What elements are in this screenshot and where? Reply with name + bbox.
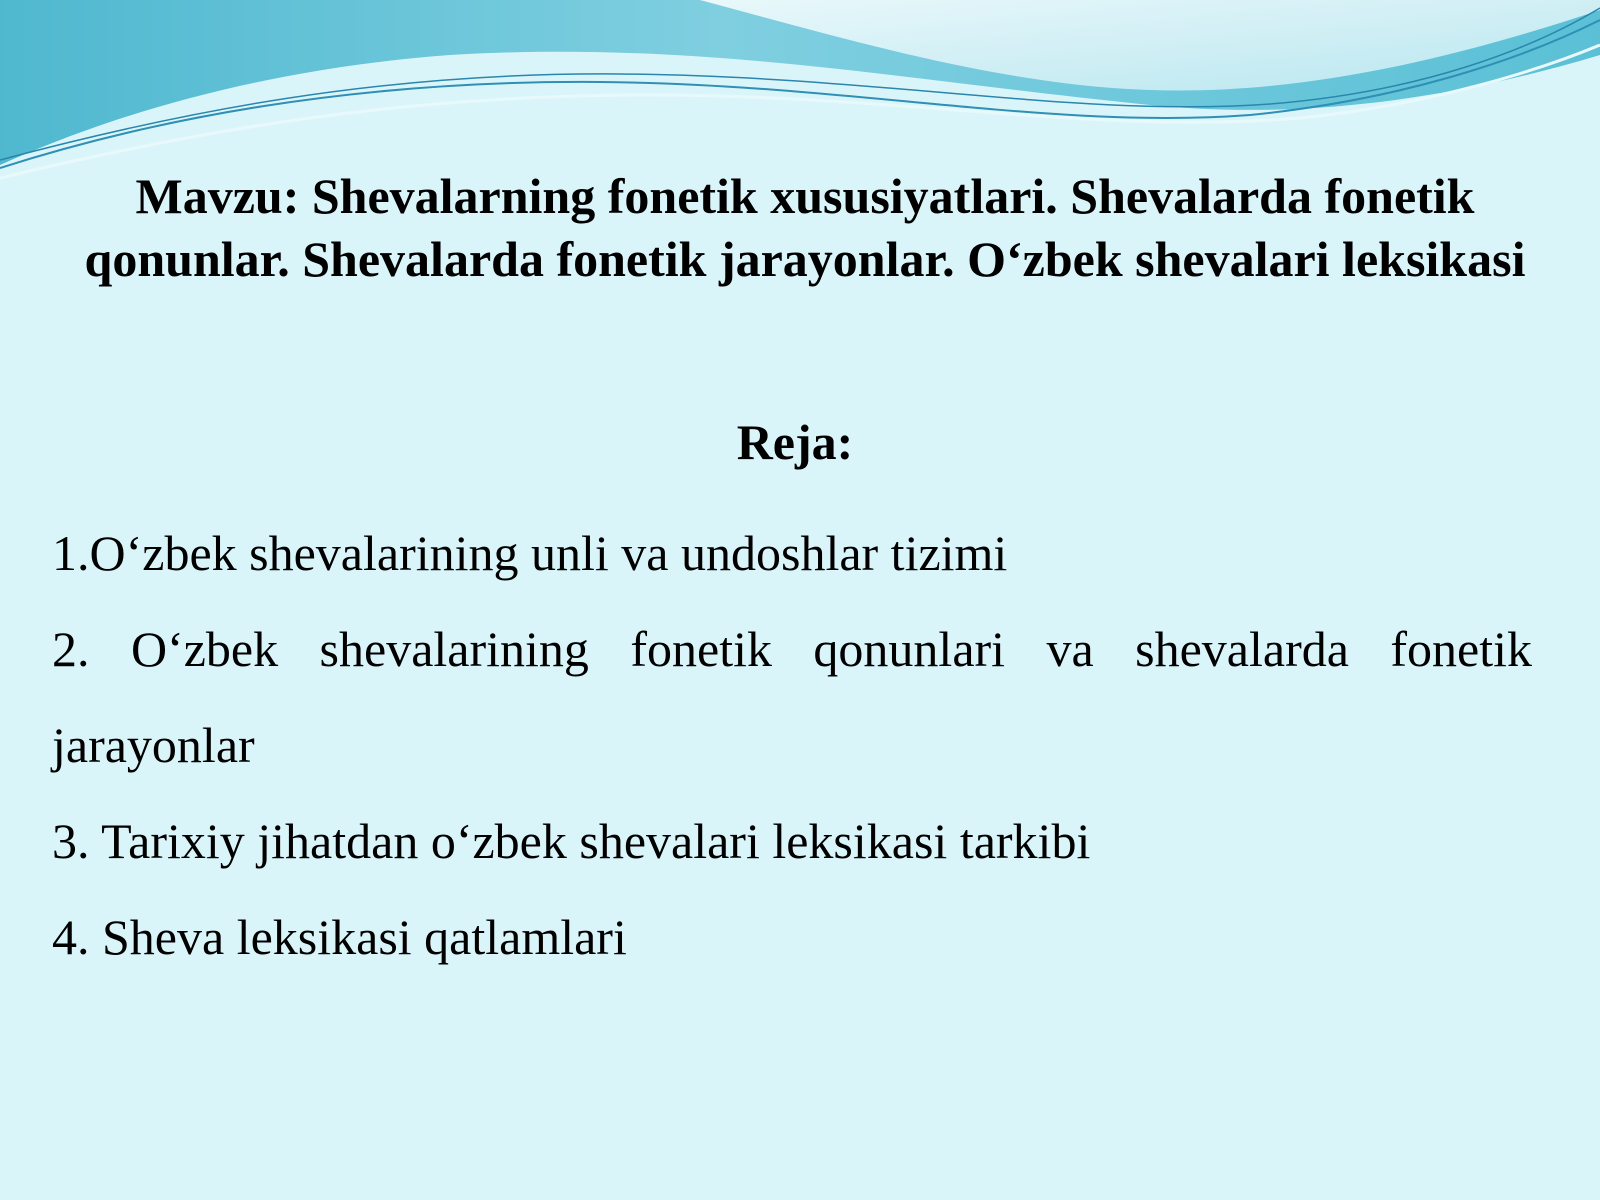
plan-item: 1.O‘zbek shevalarining unli va undoshlar tizimi <box>52 525 1008 581</box>
plan-item: 3. Tarixiy jihatdan o‘zbek shevalari leksikasi tarkibi <box>52 813 1091 869</box>
plan-item: 2. O‘zbek shevalarining fonetik qonunlari va shevalarda fonetik jarayonlar <box>52 621 1532 773</box>
slide-title: Mavzu: Shevalarning fonetik xususiyatlari. Shevalarda fonetik qonunlar. Shevalarda fonetik jarayonlar. O‘zbek shevalari leksikasi <box>84 168 1526 287</box>
plan-list <box>52 505 1532 985</box>
plan-heading: Reja: <box>736 414 854 470</box>
plan-item: 4. Sheva leksikasi qatlamlari <box>52 909 627 965</box>
